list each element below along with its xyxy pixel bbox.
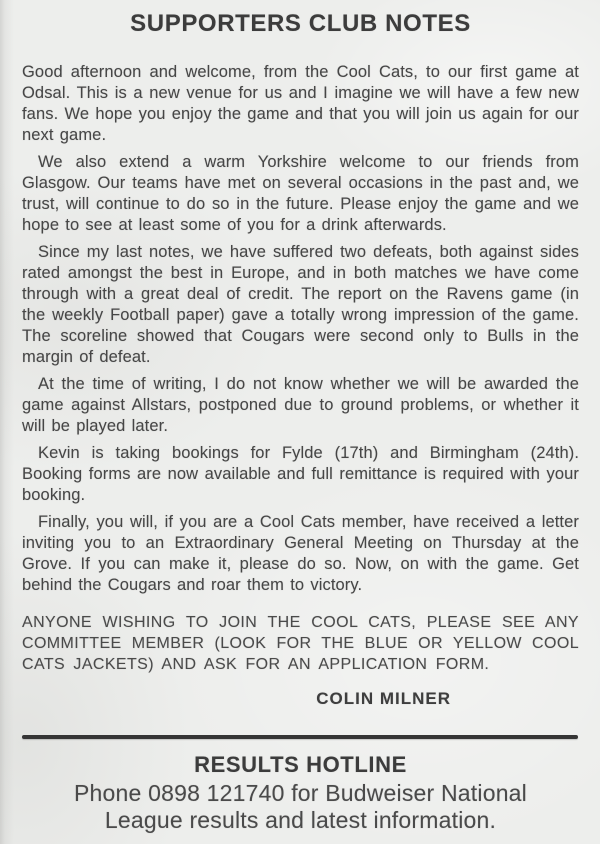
paragraph-allstars-game: At the time of writing, I do not know whether we will be awarded the game against Allstars, postponed due to ground problems, or whether it will be played later. <box>22 375 579 435</box>
paragraph-yorkshire-welcome: We also extend a warm Yorkshire welcome to our friends from Glasgow. Our teams have met on several occasions in the past and, we trust, will continue to do so in the future. Please enjoy the game and we hope to see at least some of you for a drink afterwards. <box>22 153 579 234</box>
divider-rule <box>22 735 578 739</box>
results-hotline-section <box>22 752 579 834</box>
paragraph-defeats: Since my last notes, we have suffered two defeats, both against sides rated amongst the best in Europe, and in both matches we have come through with a great deal of credit. The report on the Ravens game (in the weekly Football paper) gave a totally wrong impression of the game. The scoreline showed that Cougars were second only to Bulls in the margin of defeat. <box>22 243 579 366</box>
paragraph-welcome: Good afternoon and welcome, from the Cool Cats, to our first game at Odsal. This is a new venue for us and I imagine we will have a few new fans. We hope you enjoy the game and that you will join us again for our next game. <box>22 63 579 144</box>
page-title: SUPPORTERS CLUB NOTES <box>130 10 471 37</box>
signature: COLIN MILNER <box>316 689 451 708</box>
hotline-title: RESULTS HOTLINE <box>194 752 407 777</box>
membership-notice: ANYONE WISHING TO JOIN THE COOL CATS, PLEASE SEE ANY COMMITTEE MEMBER (LOOK FOR THE BLUE OR YELLOW COOL CATS JACKETS) AND ASK FOR AN APPLICATION FORM. <box>22 614 579 673</box>
hotline-line-2: League results and latest information. <box>104 807 497 833</box>
hotline-text <box>22 780 579 834</box>
hotline-line-1: Phone 0898 121740 for Budweiser National <box>74 780 527 806</box>
paragraph-bookings: Kevin is taking bookings for Fylde (17th) and Birmingham (24th). Booking forms are now available and full remittance is required with your booking. <box>22 444 579 504</box>
paragraph-egm: Finally, you will, if you are a Cool Cats member, have received a letter inviting you to an Extraordinary General Meeting on Thursday at the Grove. If you can make it, please do so. Now, on with the game. Get behind the Cougars and roar them to victory. <box>22 513 579 594</box>
